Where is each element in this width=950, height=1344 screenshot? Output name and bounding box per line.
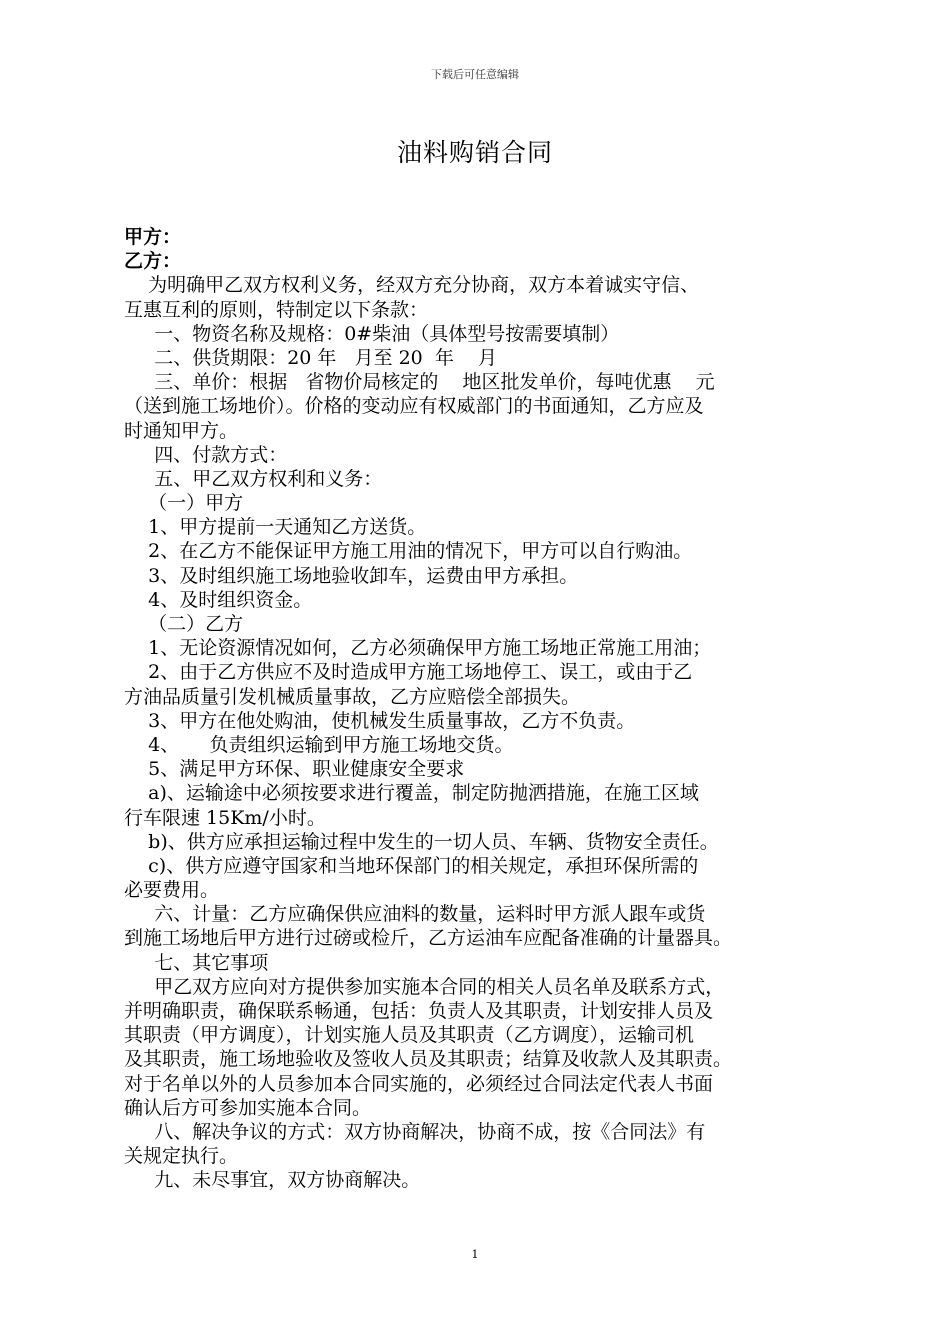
contract-line: 九、未尽事宜，双方协商解决。 [124, 1169, 421, 1192]
contract-line: （一）甲方 [124, 492, 244, 515]
contract-line: 及其职责，施工场地验收及签收人员及其职责；结算及收款人及其职责。 [124, 1048, 733, 1071]
contract-line: 对于名单以外的人员参加本合同实施的，必须经过合同法定代表人书面 [124, 1072, 714, 1095]
contract-line: 互惠互利的原则，特制定以下条款： [124, 298, 429, 321]
contract-line: c)、供方应遵守国家和当地环保部门的相关规定，承担环保所需的 [124, 854, 699, 877]
contract-line: （送到施工场地价）。价格的变动应有权威部门的书面通知，乙方应及 [124, 395, 704, 418]
contract-line: 确认后方可参加实施本合同。 [124, 1096, 372, 1119]
contract-line: 必要费用。 [124, 879, 220, 902]
page-header-note: 下载后可任意编辑 [431, 68, 519, 81]
contract-line: 一、物资名称及规格：0#柴油（具体型号按需要填制） [124, 322, 620, 345]
contract-line: 甲乙双方应向对方提供参加实施本合同的相关人员名单及联系方式， [124, 975, 725, 998]
contract-line: 五、甲乙双方权利和义务： [124, 467, 383, 490]
contract-clauses [124, 273, 836, 1192]
contract-line: 3、甲方在他处购油，使机械发生质量事故，乙方不负责。 [124, 709, 636, 732]
contract-line: （二）乙方 [124, 613, 244, 635]
contract-line: 2、在乙方不能保证甲方施工用油的情况下，甲方可以自行购油。 [124, 540, 693, 563]
contract-line: 七、其它事项 [124, 951, 269, 974]
contract-line: 方油品质量引发机械质量事故，乙方应赔偿全部损失。 [124, 685, 581, 708]
contract-line: 为明确甲乙双方权利义务，经双方充分协商，双方本着诚实守信、 [124, 274, 700, 297]
contract-line: 并明确职责，确保联系畅通，包括：负责人及其职责，计划安排人员及 [124, 1000, 714, 1022]
contract-line: 1、甲方提前一天通知乙方送货。 [124, 516, 427, 539]
contract-line: b)、供方应承担运输过程中发生的一切人员、车辆、货物安全责任。 [124, 830, 719, 853]
document-title: 油料购销合同 [396, 138, 553, 167]
page-number: 1 [471, 1248, 479, 1261]
contract-line: 4、及时组织资金。 [124, 588, 313, 611]
party-b-label: 乙方： [124, 250, 182, 273]
party-a-label: 甲方： [124, 226, 182, 248]
contract-line: a)、运输途中必须按要求进行覆盖，制定防抛洒措施，在施工区域 [124, 782, 699, 805]
contract-line: 5、满足甲方环保、职业健康安全要求 [124, 758, 465, 781]
contract-line: 关规定执行。 [124, 1145, 239, 1168]
contract-line: 其职责（甲方调度），计划实施人员及其职责（乙方调度），运输司机 [124, 1024, 695, 1047]
contract-line: 到施工场地后甲方进行过磅或检斤，乙方运油车应配备准确的计量器具。 [124, 927, 733, 950]
contract-line: 四、付款方式： [124, 443, 288, 466]
contract-line: 行车限速 15Km/小时。 [124, 806, 326, 829]
contract-line: 八、解决争议的方式：双方协商解决，协商不成，按《合同法》有 [124, 1120, 706, 1143]
contract-line: 六、计量：乙方应确保供应油料的数量，运料时甲方派人跟车或货 [124, 903, 706, 926]
contract-line: 3、及时组织施工场地验收卸车，运费由甲方承担。 [124, 564, 579, 587]
contract-line: 时通知甲方。 [124, 419, 239, 442]
contract-line: 1、无论资源情况如何，乙方必须确保甲方施工场地正常施工用油； [124, 637, 712, 660]
contract-line: 二、供货期限：20 年 月至 20 年 月 [124, 346, 497, 369]
contract-line: 三、单价：根据 省物价局核定的 地区批发单价，每吨优惠 元 [124, 371, 715, 394]
contract-body [124, 225, 836, 1193]
contract-line: 4、 负责组织运输到甲方施工场地交货。 [124, 733, 514, 756]
contract-line: 2、由于乙方供应不及时造成甲方施工场地停工、误工，或由于乙 [124, 661, 693, 684]
